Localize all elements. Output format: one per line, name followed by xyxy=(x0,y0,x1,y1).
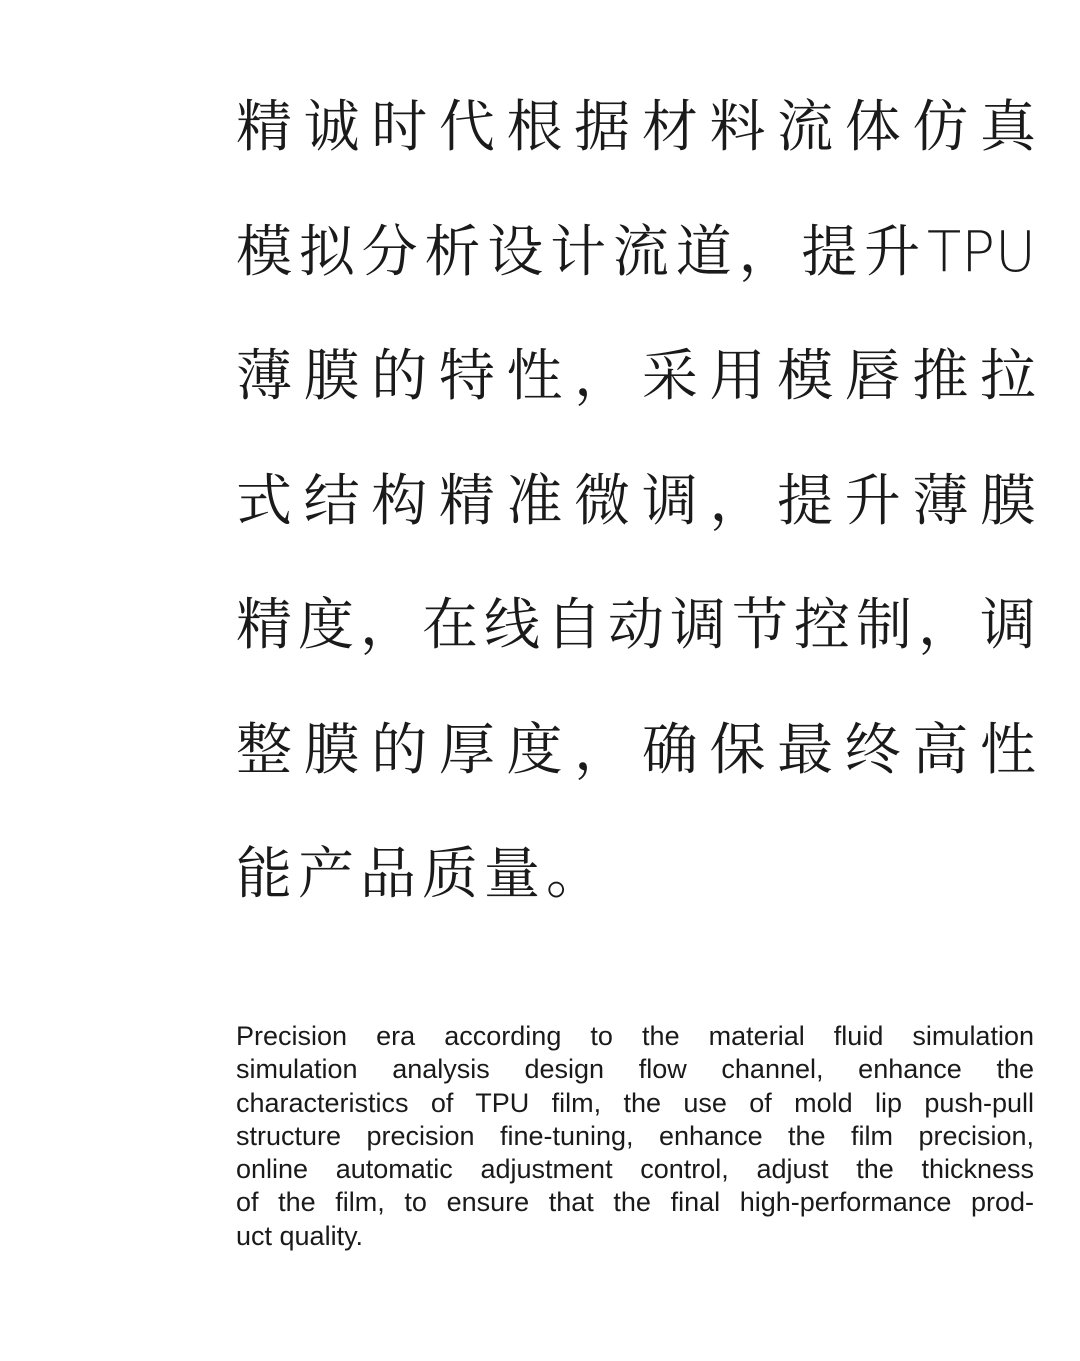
chinese-line: 精度，在线自动调节控制，调 xyxy=(236,593,1036,658)
english-line: characteristics of TPU film, the use of mold lip push-pull xyxy=(236,1087,1034,1118)
english-line: simulation analysis design flow channel, enhance the xyxy=(236,1054,1034,1085)
english-line: uct quality. xyxy=(236,1220,364,1251)
chinese-line: 能产品质量。 xyxy=(236,842,608,907)
english-line: online automatic adjustment control, adjust the thickness xyxy=(236,1154,1034,1185)
chinese-line: 薄膜的特性，采用模唇推拉 xyxy=(236,344,1036,409)
chinese-line: 式结构精准微调，提升薄膜 xyxy=(236,468,1036,534)
chinese-line: 模拟分析设计流道，提升TPU xyxy=(236,219,1036,285)
chinese-paragraph xyxy=(236,88,1036,960)
english-line: of the film, to ensure that the final high-performance prod- xyxy=(236,1187,1034,1218)
chinese-line: 精诚时代根据材料流体仿真 xyxy=(236,95,1036,160)
english-line: Precision era according to the material fluid simulation xyxy=(236,1021,1034,1051)
english-paragraph xyxy=(236,1020,1034,1253)
english-line: structure precision fine-tuning, enhance the film precision, xyxy=(236,1120,1034,1151)
chinese-line: 整膜的厚度，确保最终高性 xyxy=(236,717,1036,783)
